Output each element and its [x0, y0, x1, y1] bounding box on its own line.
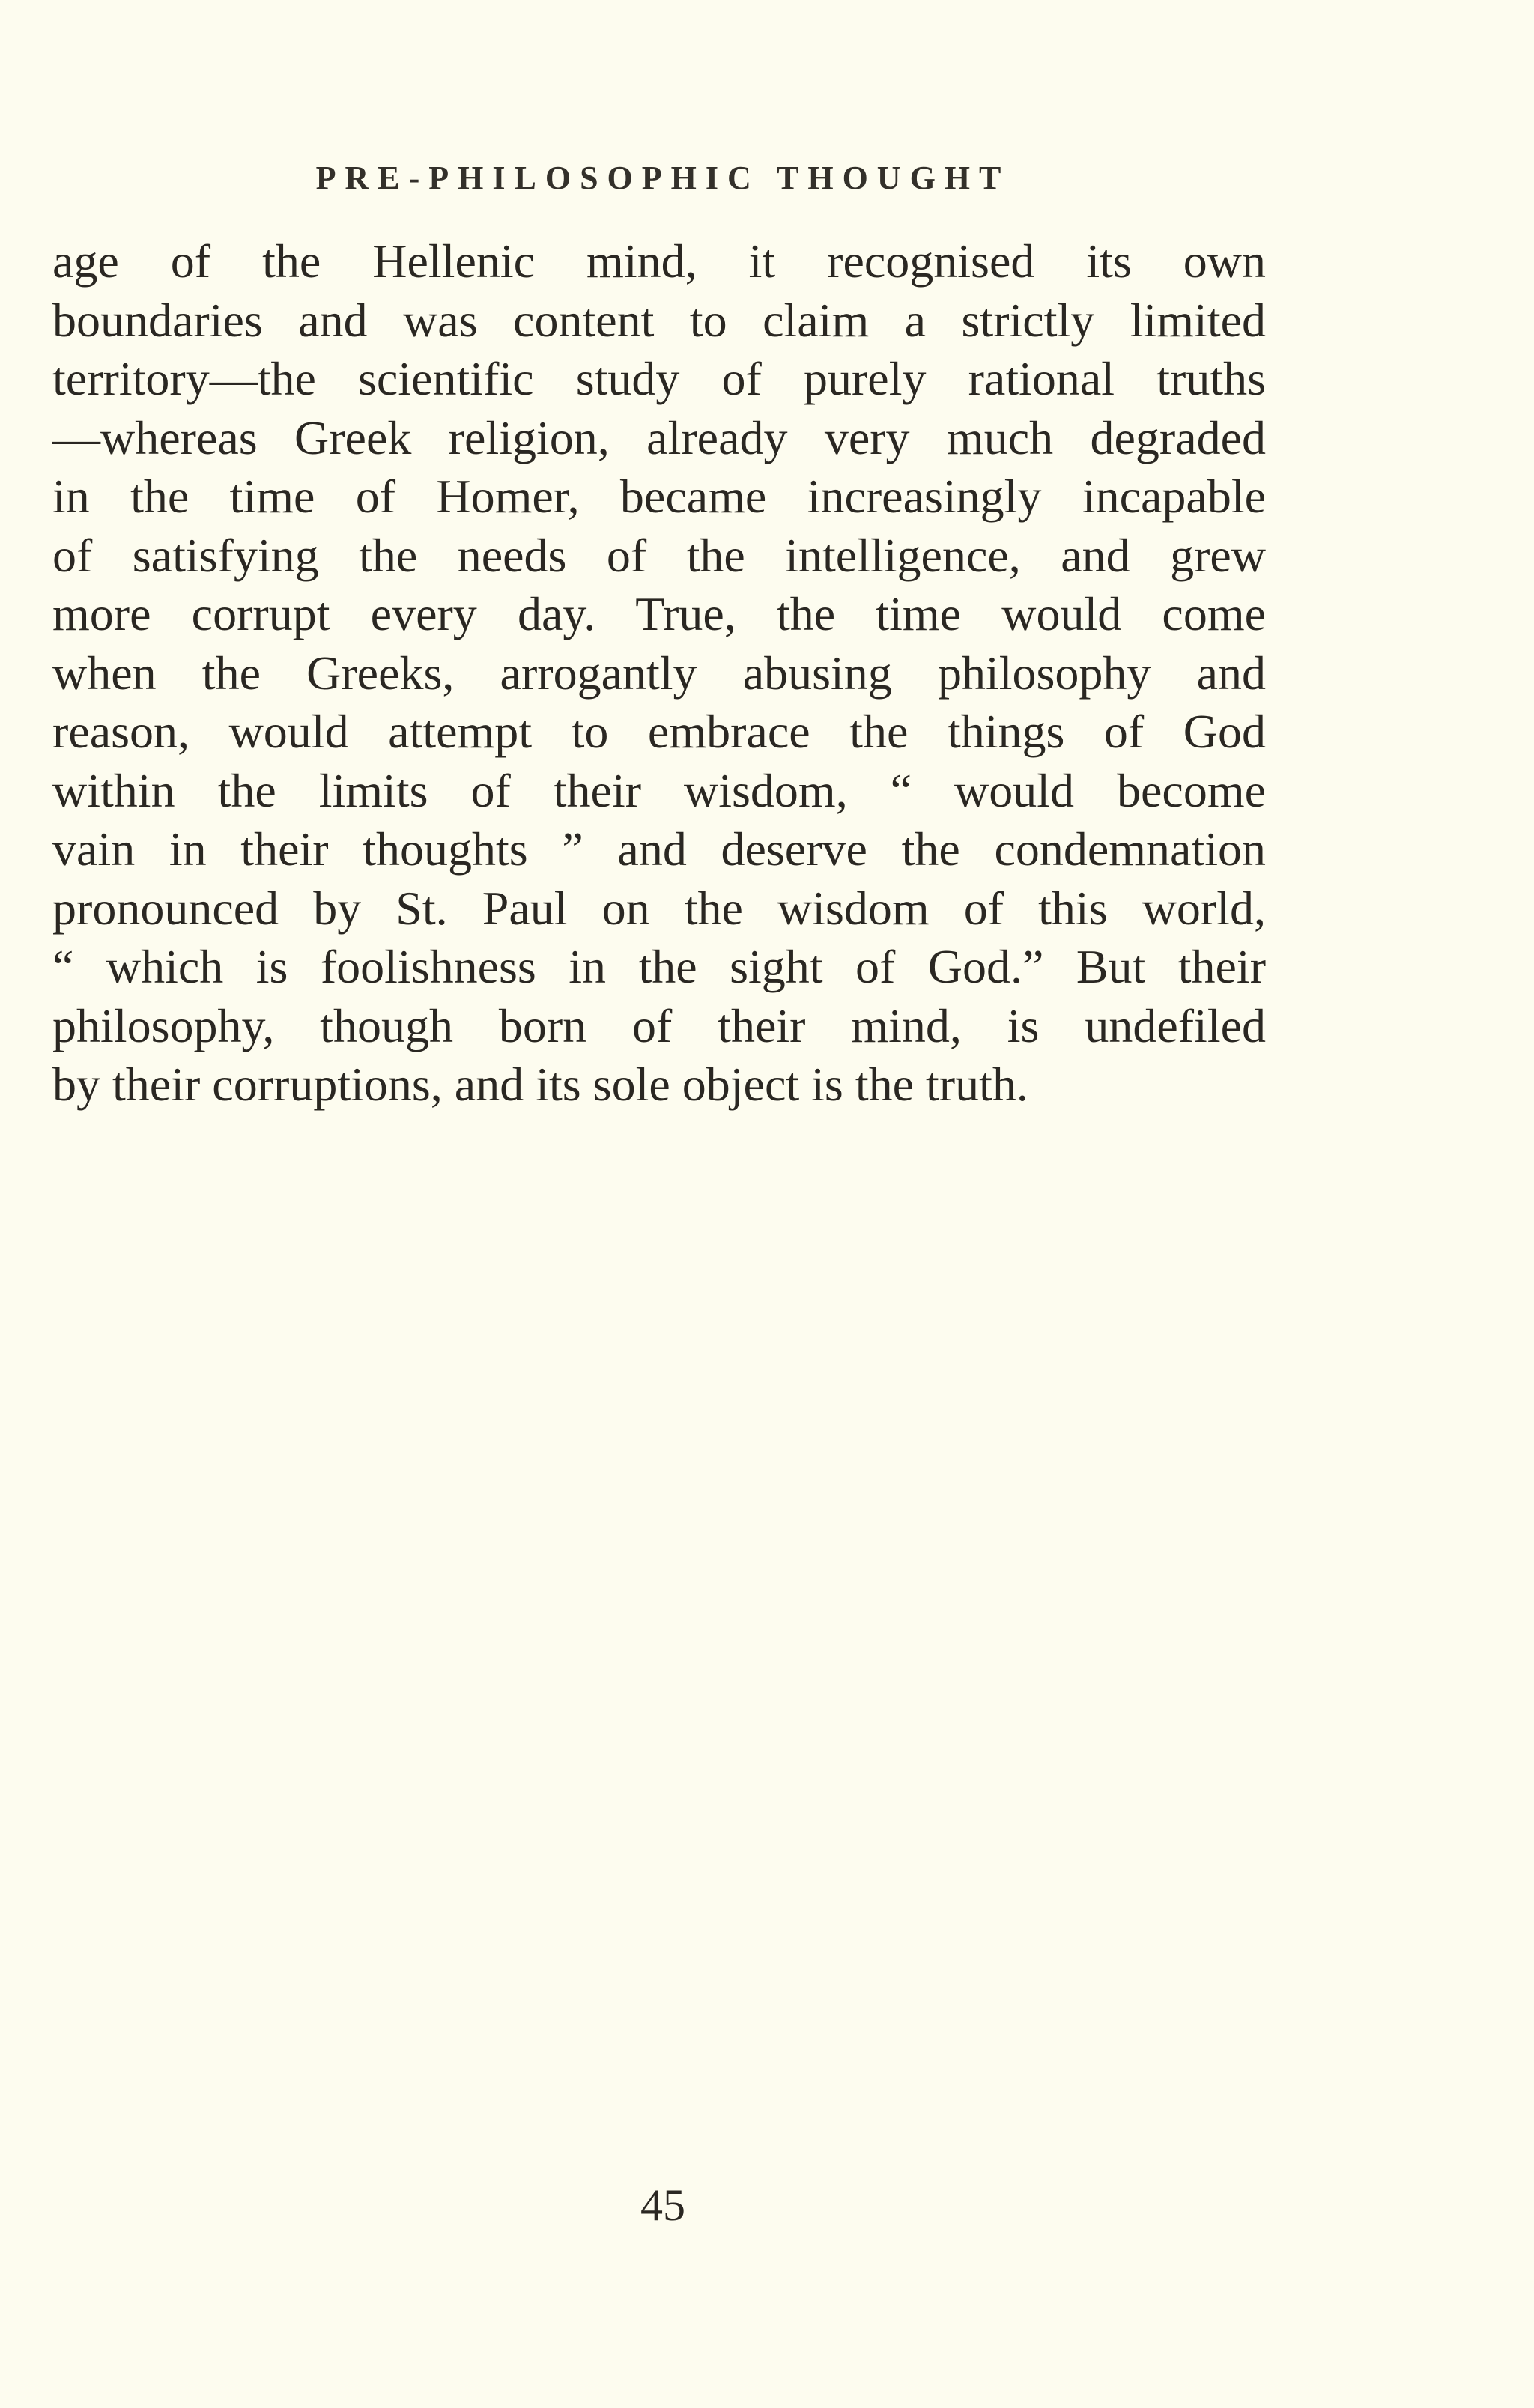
text-line: —whereas Greek religion, already very much degraded [52, 410, 1266, 464]
page-number: 45 [640, 2180, 685, 2230]
text-line: philosophy, though born of their mind, is undefiled [52, 998, 1266, 1052]
text-line: of satisfying the needs of the intelligence, and grew [52, 528, 1266, 582]
text-line: vain in their thoughts ” and deserve the condemnation [52, 822, 1266, 876]
text-line: when the Greeks, arrogantly abusing philosophy and [52, 646, 1266, 700]
text-line: boundaries and was content to claim a strictly limited [52, 293, 1266, 347]
text-line: “ which is foolishness in the sight of God.” But their [52, 940, 1266, 993]
text-line: territory—the scientific study of purely rational truths [52, 352, 1266, 405]
text-line: by their corruptions, and its sole object is the truth. [52, 1058, 1028, 1111]
body-paragraph [52, 232, 1266, 1114]
text-line: reason, would attempt to embrace the things of God [52, 705, 1266, 758]
text-line: within the limits of their wisdom, “ would become [52, 763, 1266, 817]
text-line: more corrupt every day. True, the time would come [52, 587, 1266, 640]
text-line: pronounced by St. Paul on the wisdom of this world, [52, 881, 1266, 935]
text-line: in the time of Homer, became increasingly incapable [52, 470, 1266, 523]
text-line: age of the Hellenic mind, it recognised its own [52, 234, 1266, 288]
running-head: PRE-PHILOSOPHIC THOUGHT [315, 160, 1010, 196]
